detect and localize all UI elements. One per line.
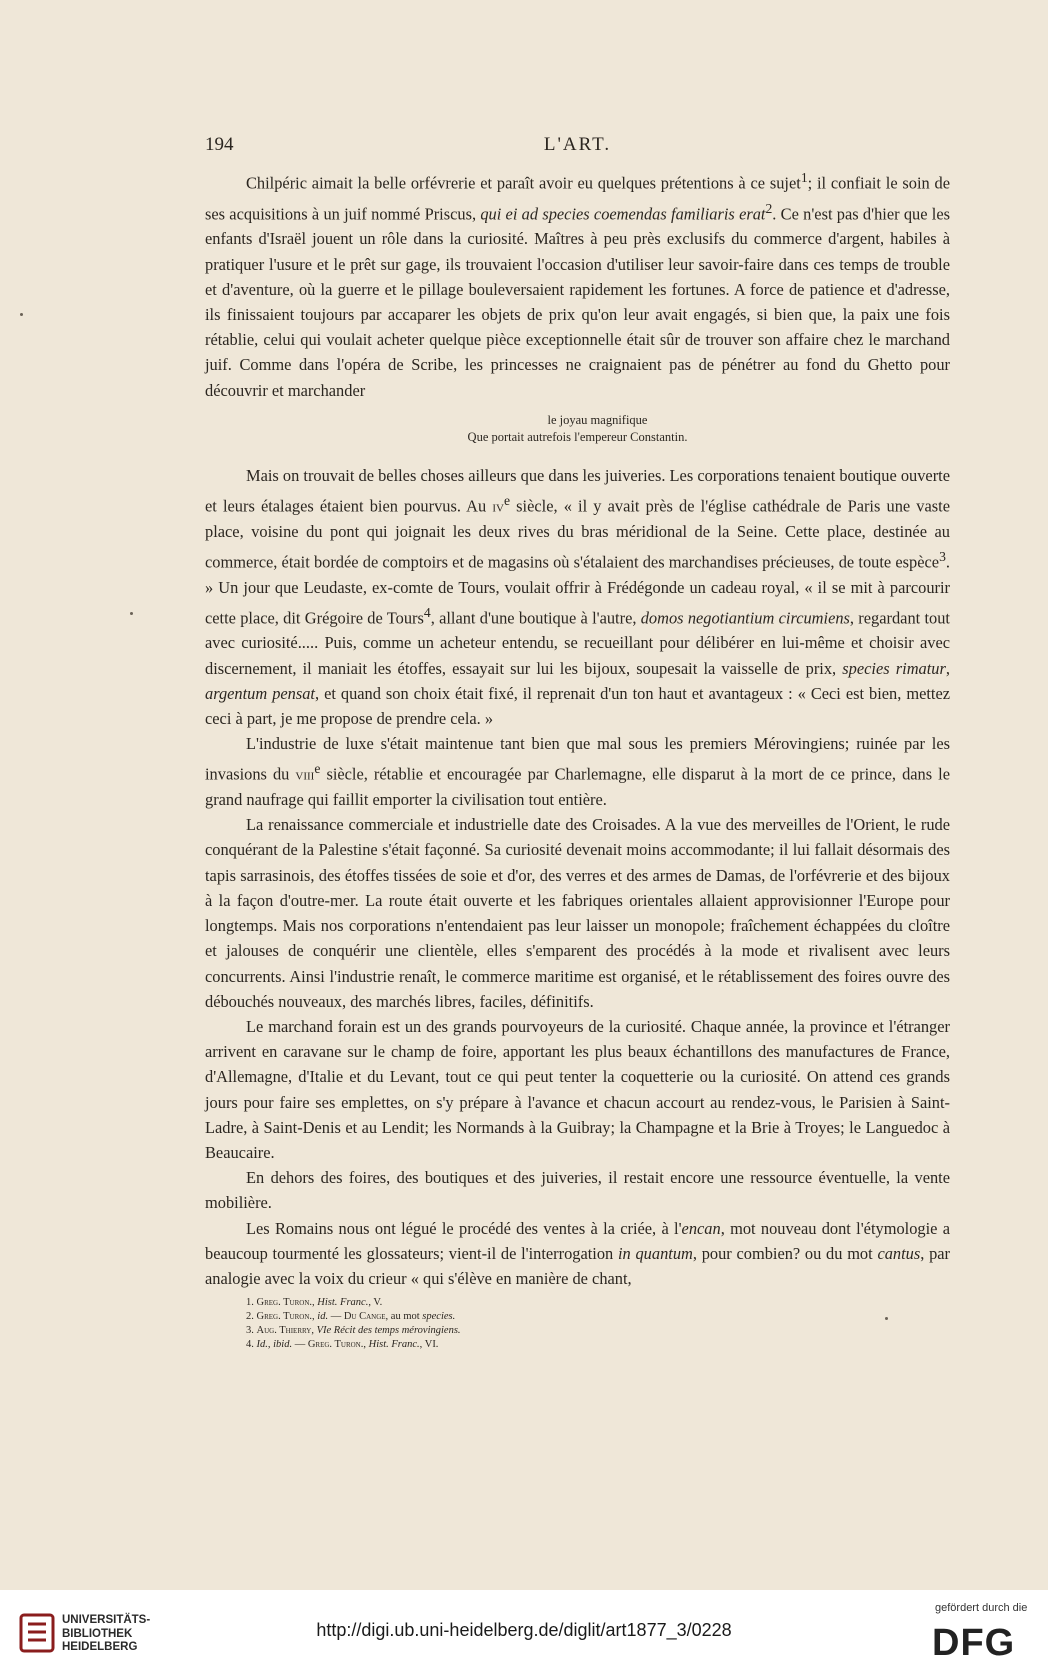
paragraph: Mais on trouvait de belles choses ailleurs que dans les juiveries. Les corporations tenaient boutique ouverte et leurs étalages étaient bien pourvus. Au $iv^e$ siècle, « il y avait près de l'église cathédrale de Paris une vaste place, voisine du pont qui joignait les deux rives du bras méridional de la Seine. Cette place, destinée au commerce, était bordée de comptoirs et de magasins où s'étalaient des marchandises précieuses, de toute espèce$^3$. » Un jour que Leudaste, ex-comte de Tours, voulait offrir à Frédégonde un cadeau royal, « il se mit à parcourir cette place, dit Grégoire de Tours$^4$, allant d'une boutique à l'autre, domos negotiantium circumiens, regardant tout avec curiosité..... Puis, comme un acheteur entendu, se recueillant pour délibérer en lui-même et choisir avec discernement, il maniait les étoffes, essayait sur lui les bijoux, soupesait la vaisselle de prix, species rimatur, argentum pensat, et quand son choix était fixé, il reprenait d'un ton haut et avantageux : « Ceci est bien, mettez ceci à part, je me propose de prendre cela. » [205, 465, 950, 728]
footnote-ref[interactable]: 1 [800, 170, 808, 185]
university-name[interactable]: UNIVERSITÄTS- BIBLIOTHEK HEIDELBERG [62, 1614, 151, 1653]
viewer-footer [0, 1590, 1048, 1675]
paragraph: Chilpéric aimait la belle orfévrerie et paraît avoir eu quelques prétentions à ce sujet$^1$; il confiait le soin de ses acquisitions à un juif nommé Priscus, qui ei ad species coemendas familiaris erat$^2$. Ce n'est pas d'hier que les enfants d'Israël jouent un rôle dans la curiosité. Maîtres à peu près exclusifs du commerce d'argent, habiles à pratiquer l'usure et le prêt sur gage, ils trouvaient l'occasion d'utiliser leur savoir-faire dans ces temps de trouble et d'aventure, où la guerre et le pillage bouleversaient rapidement les fortunes. A force de patience et d'adresse, ils finissaient toujours par accaparer les objets de prix qu'on leur avait engagés, si bien que, la paix une fois rétablie, celui qui voulait acheter quelque pièce exceptionnelle était sûr de trouver son affaire chez le marchand juif. Comme dans l'opéra de Scribe, les princesses ne craignaient pas de pénétrer au fond du Ghetto pour découvrir et marchander [205, 170, 950, 400]
permalink-url[interactable]: http://digi.ub.uni-heidelberg.de/diglit/art1877_3/0228 [316, 1620, 732, 1640]
footnote: 4. Id., ibid. — Greg. Turon., Hist. Franc., VI. [246, 1339, 439, 1350]
paragraph: En dehors des foires, des boutiques et des juiveries, il restait encore une ressource éventuelle, la vente mobilière. [205, 1168, 950, 1213]
running-title: L'ART. [543, 134, 612, 155]
funding-caption: gefördert durch die [935, 1602, 1028, 1614]
verse-line: Que portait autrefois l'empereur Constantin. [467, 429, 688, 444]
verse-line: le joyau magnifique [547, 412, 648, 427]
scan-speck [20, 313, 23, 316]
page-header [205, 134, 950, 158]
footnote: 3. Aug. Thierry, VIe Récit des temps mérovingiens. [246, 1325, 461, 1336]
footnote-ref[interactable]: 2 [765, 200, 773, 216]
footnote: 2. Greg. Turon., id. — Du Cange, au mot species. [246, 1311, 456, 1322]
paragraph: Les Romains nous ont légué le procédé des ventes à la criée, à l'encan, mot nouveau dont l'étymologie a beaucoup tourmenté les glossateurs; vient-il de l'interrogation in quantum, pour combien? ou du mot cantus, par analogie avec la voix du crieur « qui s'élève en manière de chant, [205, 1218, 950, 1288]
footnotes [246, 1296, 866, 1352]
dfg-logo[interactable]: DFG [932, 1622, 1016, 1664]
footnote-ref[interactable]: 3 [939, 548, 946, 564]
footnote: 1. Greg. Turon., Hist. Franc., V. [246, 1297, 383, 1308]
body-text [205, 165, 950, 1291]
paragraph: L'industrie de luxe s'était maintenue tant bien que mal sous les premiers Mérovingiens; ruinée par les invasions du viii$^e$ siècle, rétablie et encouragée par Charlemagne, elle disparut à la mort de ce prince, dans le grand naufrage qui faillit emporter la civilisation tout entière. [205, 734, 950, 810]
scan-speck [885, 1317, 888, 1320]
page-number: 194 [205, 134, 234, 155]
paragraph: Le marchand forain est un des grands pourvoyeurs de la curiosité. Chaque année, la province et l'étranger arrivent en caravane sur le champ de foire, apportant les plus beaux échantillons des manufactures de France, d'Allemagne, d'Italie et du Levant, tout ce qui peut tenter la coquetterie ou la curiosité. On attend ces grands jours pour faire ses emplettes, on s'y prépare à l'avance et chacun accourt au rendez-vous, le Parisien à Saint-Ladre, à Saint-Denis et au Lendit; les Normands à la Guibray; la Champagne et la Brie à Troyes; le Languedoc à Beaucaire. [205, 1016, 950, 1162]
paragraph: La renaissance commerciale et industrielle date des Croisades. A la vue des merveilles de l'Orient, le rude conquérant de la Palestine s'était façonné. Sa curiosité devenait moins accommodante; il lui fallait désormais des tapis sarrasinois, des étoffes tissées de soie et d'or, des verres et des armes de Damas, de l'orfévrerie et des bijoux à la façon d'outre-mer. La route était ouverte et les fabriques orientales allaient approvisionner l'Europe pour longtemps. Mais nos corporations n'entendaient pas leur laisser un monopole; fraîchement échappées du cloître et jalouses de conquérir une clientèle, elles s'emparent des procédés à la mode et rivalisent avec leurs concurrents. Ainsi l'industrie renaît, le commerce maritime est organisé, et le rétablissement des foires ouvre des débouchés nouveaux, des marchés libres, faciles, définitifs. [205, 815, 950, 1011]
verse-quote [205, 412, 950, 446]
scan-speck [130, 612, 133, 615]
footnote-ref[interactable]: 4 [423, 604, 431, 620]
